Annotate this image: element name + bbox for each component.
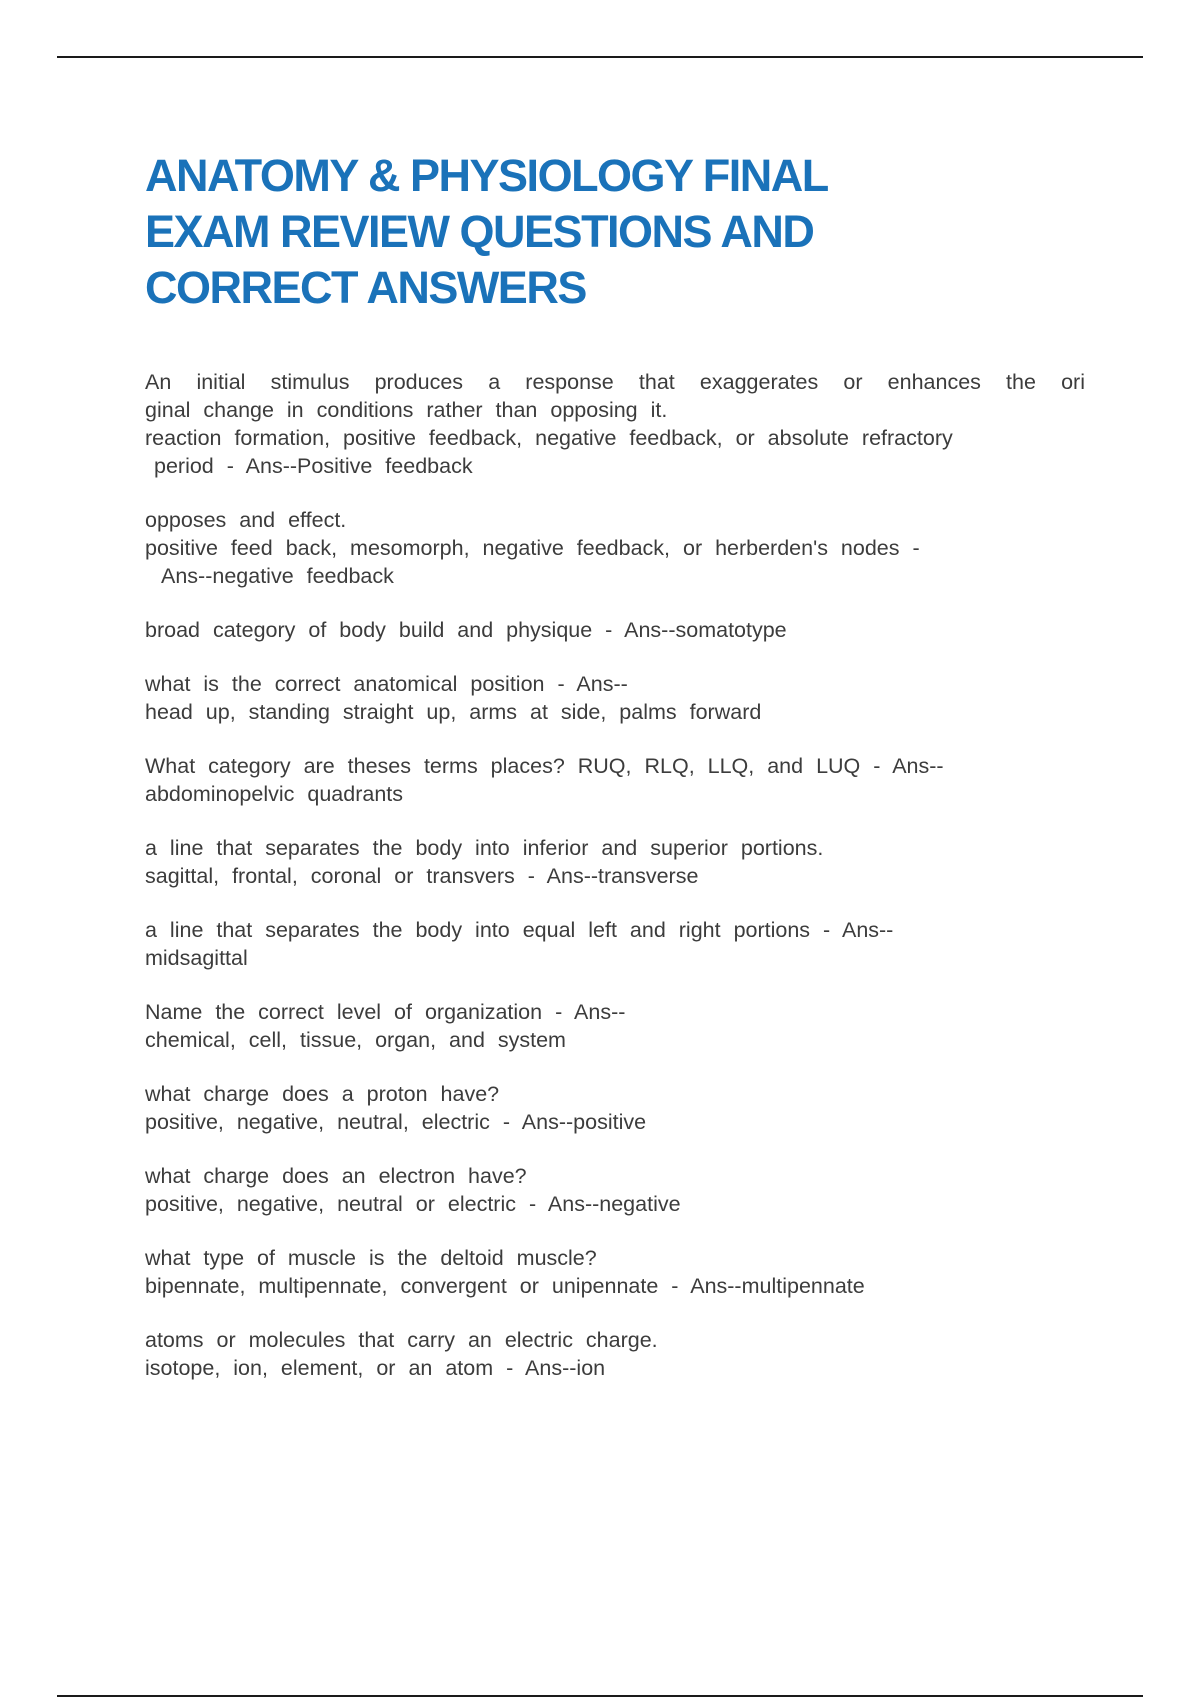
top-rule: [57, 56, 1143, 58]
qa-line: isotope, ion, element, or an atom - Ans--ion: [145, 1356, 606, 1380]
document-title: [145, 148, 965, 316]
qa-item: [145, 616, 1085, 644]
qa-item: [145, 1162, 1085, 1218]
qa-line: ginal change in conditions rather than opposing it.: [145, 398, 668, 422]
qa-item: [145, 916, 1085, 972]
qa-line: Ans--negative feedback: [161, 564, 394, 588]
qa-list: [145, 368, 1085, 1408]
qa-line: what charge does an electron have?: [145, 1164, 527, 1188]
qa-item: [145, 506, 1085, 590]
qa-line: chemical, cell, tissue, organ, and system: [145, 1028, 566, 1052]
qa-line: Name the correct level of organization - Ans--: [145, 1000, 626, 1024]
qa-line: a line that separates the body into inferior and superior portions.: [145, 836, 824, 860]
qa-item: [145, 834, 1085, 890]
qa-line: reaction formation, positive feedback, negative feedback, or absolute refractory: [145, 426, 953, 450]
qa-line: bipennate, multipennate, convergent or unipennate - Ans--multipennate: [145, 1274, 865, 1298]
qa-line: head up, standing straight up, arms at side, palms forward: [145, 700, 762, 724]
qa-item: [145, 1244, 1085, 1300]
qa-item: [145, 1080, 1085, 1136]
qa-item: [145, 998, 1085, 1054]
qa-item: [145, 1326, 1085, 1382]
bottom-rule: [57, 1695, 1143, 1697]
qa-line: what charge does a proton have?: [145, 1082, 500, 1106]
qa-line: abdominopelvic quadrants: [145, 782, 403, 806]
qa-line: what is the correct anatomical position - Ans--: [145, 672, 628, 696]
qa-line: positive, negative, neutral, electric - Ans--positive: [145, 1110, 647, 1134]
qa-line: midsagittal: [145, 946, 248, 970]
qa-line: What category are theses terms places? RUQ, RLQ, LLQ, and LUQ - Ans--: [145, 754, 944, 778]
qa-line: what type of muscle is the deltoid muscle?: [145, 1246, 597, 1270]
title-line: EXAM REVIEW QUESTIONS AND: [145, 206, 814, 257]
qa-line: An initial stimulus produces a response that exaggerates or enhances the ori: [145, 370, 1085, 394]
title-line: CORRECT ANSWERS: [145, 262, 586, 313]
qa-line: positive feed back, mesomorph, negative feedback, or herberden's nodes -: [145, 536, 920, 560]
qa-line: a line that separates the body into equal left and right portions - Ans--: [145, 918, 894, 942]
qa-line: sagittal, frontal, coronal or transvers - Ans--transverse: [145, 864, 699, 888]
qa-line: opposes and effect.: [145, 508, 347, 532]
qa-line: positive, negative, neutral or electric - Ans--negative: [145, 1192, 681, 1216]
qa-item: [145, 670, 1085, 726]
qa-line: atoms or molecules that carry an electric charge.: [145, 1328, 658, 1352]
qa-item: [145, 752, 1085, 808]
qa-item: [145, 368, 1085, 480]
qa-line: period - Ans--Positive feedback: [154, 454, 473, 478]
qa-line: broad category of body build and physique - Ans--somatotype: [145, 618, 787, 642]
title-line: ANATOMY & PHYSIOLOGY FINAL: [145, 150, 828, 201]
